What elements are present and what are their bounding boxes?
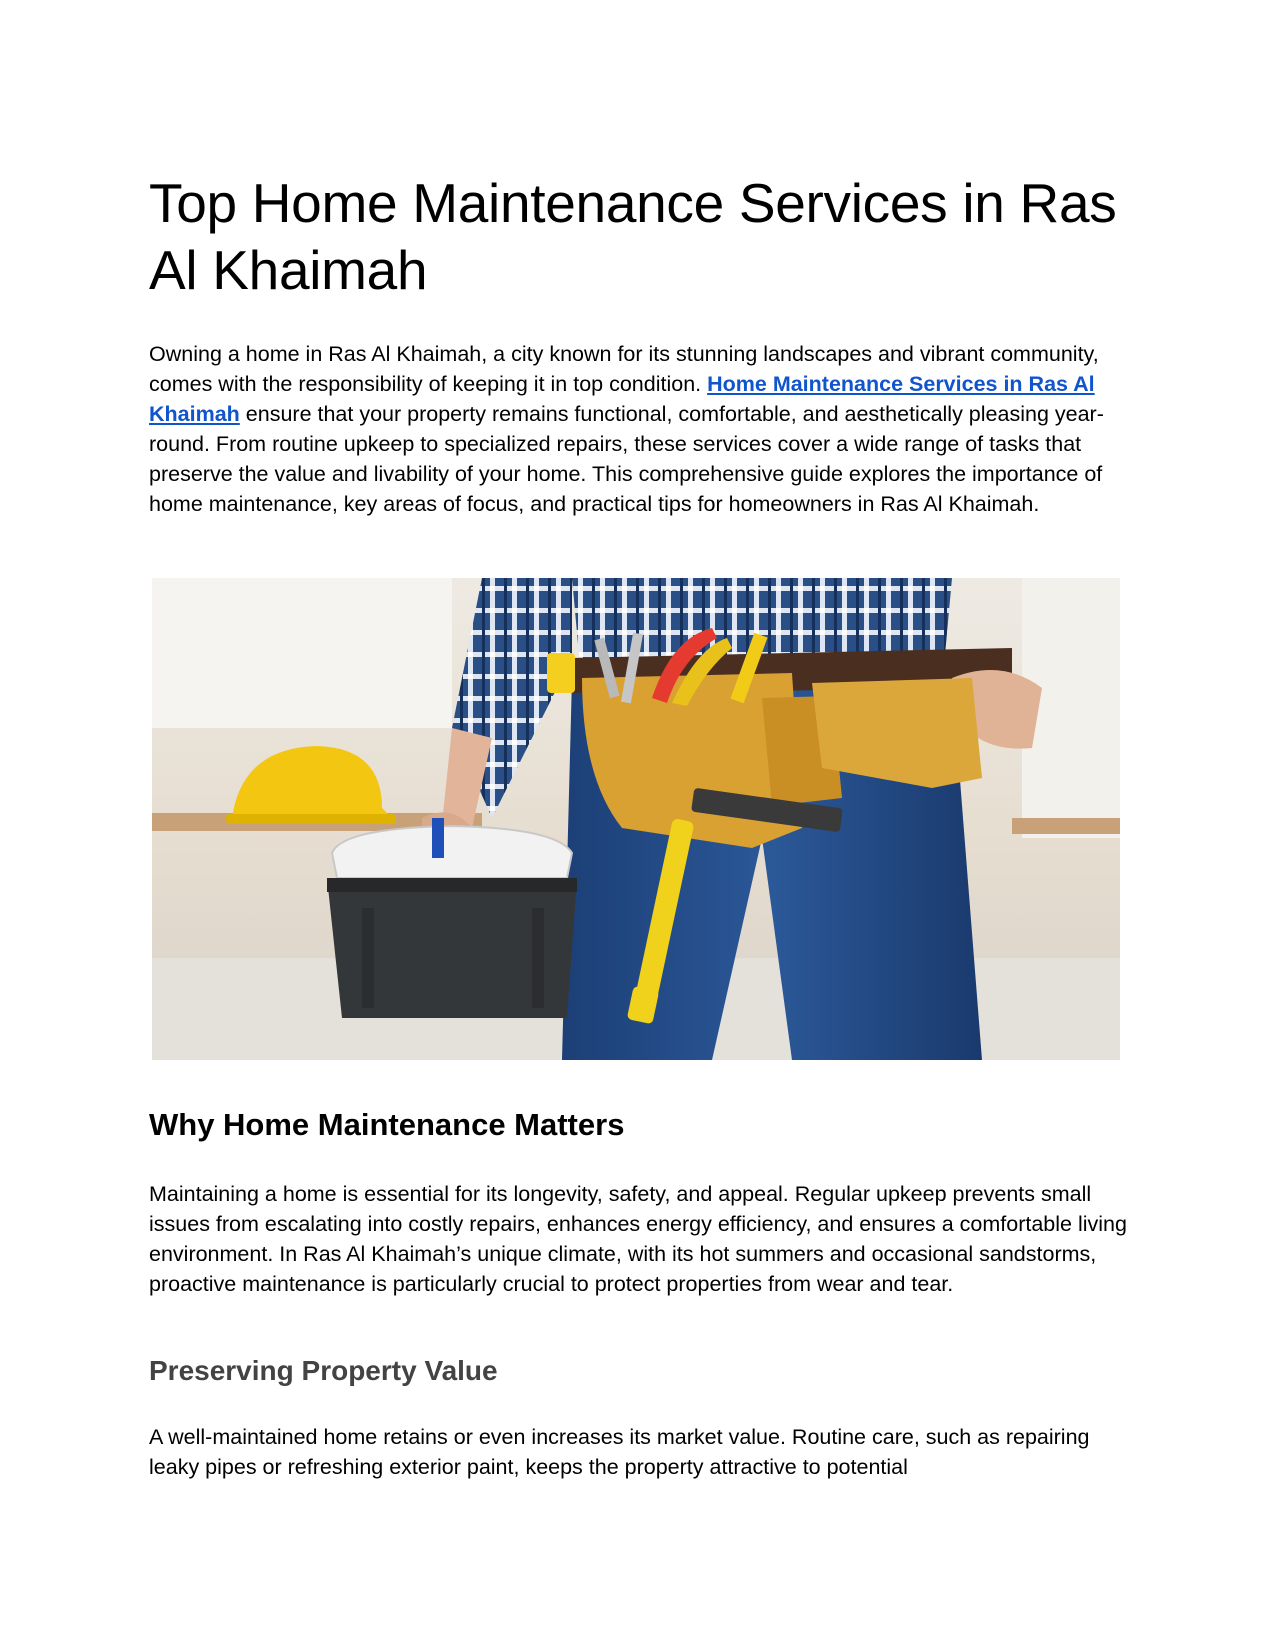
intro-paragraph [149,339,1139,519]
section-heading-why-maintenance: Why Home Maintenance Matters [149,1107,625,1142]
intro-text-end: ensure that your property remains functional, comfortable, and aesthetically pleasing year-round. From routine upkeep to specialized repairs, these services cover a wide range of tasks that preserve the value and livability of your home. This comprehensive guide explores the importance of home maintenance, key areas of focus, and practical tips for homeowners in Ras Al Khaimah. [149,402,1104,516]
page-title: Top Home Maintenance Services in Ras Al Khaimah [149,172,1117,301]
section-heading-property-value: Preserving Property Value [149,1355,498,1386]
home-maintenance-link[interactable]: Home Maintenance Services in Ras Al Khaimah [149,372,1095,426]
intro-text-start: Owning a home in Ras Al Khaimah, a city known for its stunning landscapes and vibrant community, comes with the responsibility of keeping it in top condition. [149,342,1099,396]
property-value-paragraph: A well-maintained home retains or even increases its market value. Routine care, such as repairing leaky pipes or refreshing exterior paint, keeps the property attractive to potential [149,1425,1090,1479]
why-maintenance-paragraph: Maintaining a home is essential for its longevity, safety, and appeal. Regular upkeep prevents small issues from escalating into costly repairs, enhances energy efficiency, and ensures a comfortable living environment. In Ras Al Khaimah’s unique climate, with its hot summers and occasional sandstorms, proactive maintenance is particularly crucial to protect properties from wear and tear. [149,1182,1127,1296]
handyman-photo [152,578,1120,1060]
